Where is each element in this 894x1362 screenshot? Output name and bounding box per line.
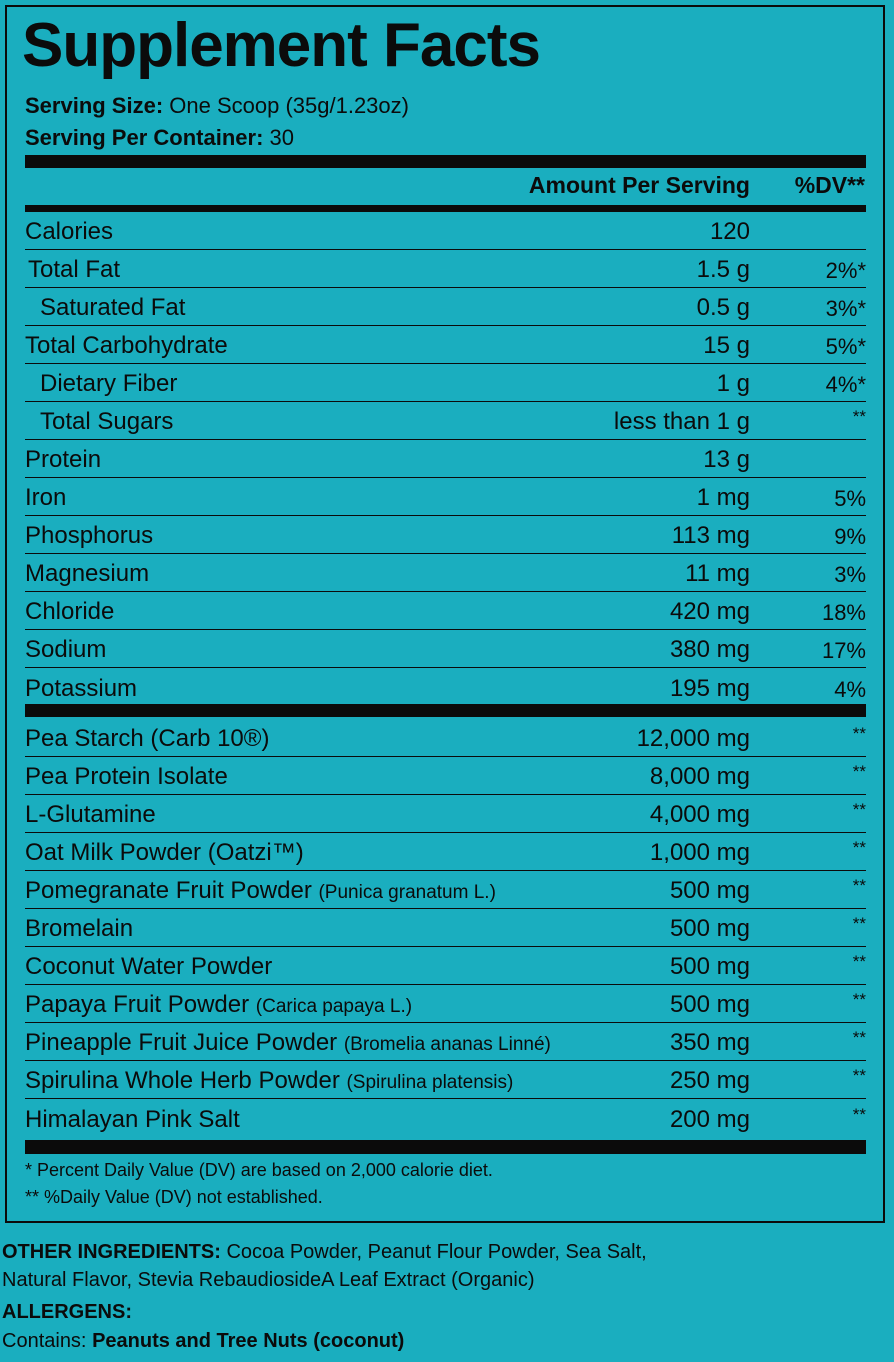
ingredient-row [25,833,866,871]
servings-per-container-label: Serving Per Container: [25,125,264,150]
allergens-contains [2,1327,404,1355]
ingredient-common-name: Pea Starch (Carb 10®) [25,725,270,752]
nutrient-amount: 0.5 g [696,294,750,321]
nutrient-row-phosphorus [25,516,866,554]
ingredient-common-name: Oat Milk Powder (Oatzi™) [25,839,304,866]
nutrient-dv: 5% [834,486,866,511]
nutrient-dv: 17% [821,638,866,663]
ingredient-common-name: Coconut Water Powder [25,953,273,980]
thick-divider-middle [25,704,866,717]
nutrient-name: Saturated Fat [40,294,186,321]
serving-size-value: One Scoop (35g/1.23oz) [163,93,409,118]
ingredient-dv: ** [852,762,866,781]
ingredient-name [25,991,412,1019]
nutrient-name: Potassium [25,675,138,702]
nutrient-name: Calories [25,218,114,245]
nutrient-name: Iron [25,484,67,511]
ingredient-common-name: Pineapple Fruit Juice Powder [25,1029,344,1056]
ingredient-amount: 500 mg [669,877,750,904]
ingredient-dv: ** [852,914,866,933]
ingredient-dv: ** [852,1066,866,1085]
nutrient-name: Dietary Fiber [40,370,178,397]
other-ingredients-line1: Cocoa Powder, Peanut Flour Powder, Sea Salt, [220,1241,647,1263]
nutrient-dv: 9% [834,524,866,549]
ingredient-dv: ** [852,724,866,743]
ingredient-name [25,763,228,791]
ingredient-name [25,1106,240,1134]
nutrient-dv: 4% [834,677,866,702]
nutrient-row-magnesium [25,554,866,592]
nutrient-dv: 3% [834,562,866,587]
ingredient-row [25,1023,866,1061]
ingredient-latin-name: (Carica papaya L.) [255,996,413,1017]
ingredient-dv: ** [852,1105,866,1124]
ingredient-name [25,953,272,981]
ingredient-common-name: Papaya Fruit Powder [25,991,256,1018]
nutrient-row-saturated-fat [25,288,866,326]
servings-per-container [25,125,294,151]
nutrient-row-protein [25,440,866,478]
page-title: Supplement Facts [22,11,540,80]
ingredient-name [25,1029,551,1057]
ingredient-row [25,757,866,795]
nutrient-name: Total Fat [28,256,121,283]
ingredient-amount: 8,000 mg [649,763,750,790]
nutrient-row-potassium [25,668,866,706]
other-ingredients-label: OTHER INGREDIENTS: [2,1241,221,1263]
ingredient-name [25,877,496,905]
ingredient-name [25,1067,513,1095]
thick-divider-top [25,155,866,168]
contains-value: Peanuts and Tree Nuts (coconut) [92,1330,405,1352]
ingredient-name [25,725,269,753]
nutrient-row-total-sugars [25,402,866,440]
ingredient-name [25,801,156,829]
other-ingredients-line2: Natural Flavor, Stevia RebaudiosideA Leaf Extract (Organic) [2,1269,535,1291]
ingredient-amount: 500 mg [669,991,750,1018]
other-ingredients [2,1238,647,1266]
ingredient-row [25,795,866,833]
nutrient-row-total-fat [25,250,866,288]
ingredient-name [25,839,304,867]
nutrient-amount: 380 mg [669,636,750,663]
ingredient-row [25,1099,866,1137]
nutrient-dv: 4%* [825,372,866,397]
nutrient-name: Total Carbohydrate [25,332,228,359]
header-daily-value: %DV** [794,172,865,198]
nutrient-amount: 195 mg [669,675,750,702]
nutrient-dv: 2%* [825,258,866,283]
nutrient-amount: 1 g [716,370,750,397]
serving-size-label: Serving Size: [25,93,164,118]
ingredient-common-name: L-Glutamine [25,801,156,828]
nutrient-row-sodium [25,630,866,668]
ingredient-latin-name: (Punica granatum L.) [318,882,496,903]
ingredient-latin-name: (Bromelia ananas Linné) [343,1034,551,1055]
ingredient-row [25,717,866,757]
ingredient-amount: 350 mg [669,1029,750,1056]
contains-label: Contains: [2,1330,93,1352]
nutrient-dv: 18% [821,600,866,625]
nutrient-amount: 120 [709,218,750,245]
ingredient-dv: ** [852,876,866,895]
ingredient-name [25,915,133,943]
nutrient-dv: 5%* [825,334,866,359]
ingredient-amount: 500 mg [669,953,750,980]
servings-per-container-value: 30 [263,125,294,150]
footnote-daily-value: * Percent Daily Value (DV) are based on 2,000 calorie diet. [25,1160,493,1180]
ingredient-row [25,909,866,947]
nutrient-amount: 1.5 g [696,256,750,283]
header-divider [25,205,866,212]
ingredient-amount: 1,000 mg [649,839,750,866]
nutrient-dv: ** [852,407,866,426]
nutrient-name: Protein [25,446,102,473]
ingredient-dv: ** [852,838,866,857]
nutrient-amount: 113 mg [671,522,750,549]
ingredient-common-name: Pomegranate Fruit Powder [25,877,319,904]
ingredient-dv: ** [852,952,866,971]
nutrient-amount: 1 mg [696,484,750,511]
nutrient-amount: 420 mg [669,598,750,625]
ingredient-latin-name: (Spirulina platensis) [346,1072,514,1093]
ingredient-amount: 12,000 mg [636,725,750,752]
nutrient-amount: 13 g [703,446,750,473]
ingredient-common-name: Bromelain [25,915,134,942]
ingredient-amount: 250 mg [669,1067,750,1094]
nutrient-name: Phosphorus [25,522,154,549]
ingredient-row [25,1061,866,1099]
nutrient-amount: less than 1 g [613,408,750,435]
nutrient-row-calories [25,212,866,250]
nutrient-amount: 11 mg [685,560,750,587]
ingredient-row [25,947,866,985]
ingredient-amount: 4,000 mg [649,801,750,828]
nutrient-row-dietary-fiber [25,364,866,402]
nutrient-name: Sodium [25,636,107,663]
allergens-heading [2,1298,132,1326]
nutrient-row-chloride [25,592,866,630]
ingredient-dv: ** [852,1028,866,1047]
nutrient-name: Magnesium [25,560,150,587]
nutrient-name: Chloride [25,598,115,625]
ingredient-common-name: Himalayan Pink Salt [25,1106,240,1133]
nutrient-row-iron [25,478,866,516]
nutrient-name: Total Sugars [40,408,174,435]
ingredient-dv: ** [852,800,866,819]
ingredient-row [25,871,866,909]
header-amount-per-serving: Amount Per Serving [528,172,750,198]
allergens-label: ALLERGENS: [2,1301,132,1323]
serving-size [25,93,409,119]
ingredient-common-name: Spirulina Whole Herb Powder [25,1067,347,1094]
nutrient-amount: 15 g [703,332,750,359]
nutrient-row-total-carbohydrate [25,326,866,364]
footnote-not-established: ** %Daily Value (DV) not established. [25,1187,323,1207]
thick-divider-bottom [25,1140,866,1154]
ingredient-dv: ** [852,990,866,1009]
ingredient-common-name: Pea Protein Isolate [25,763,228,790]
ingredient-row [25,985,866,1023]
ingredient-amount: 200 mg [669,1106,750,1133]
nutrient-dv: 3%* [825,296,866,321]
ingredient-amount: 500 mg [669,915,750,942]
